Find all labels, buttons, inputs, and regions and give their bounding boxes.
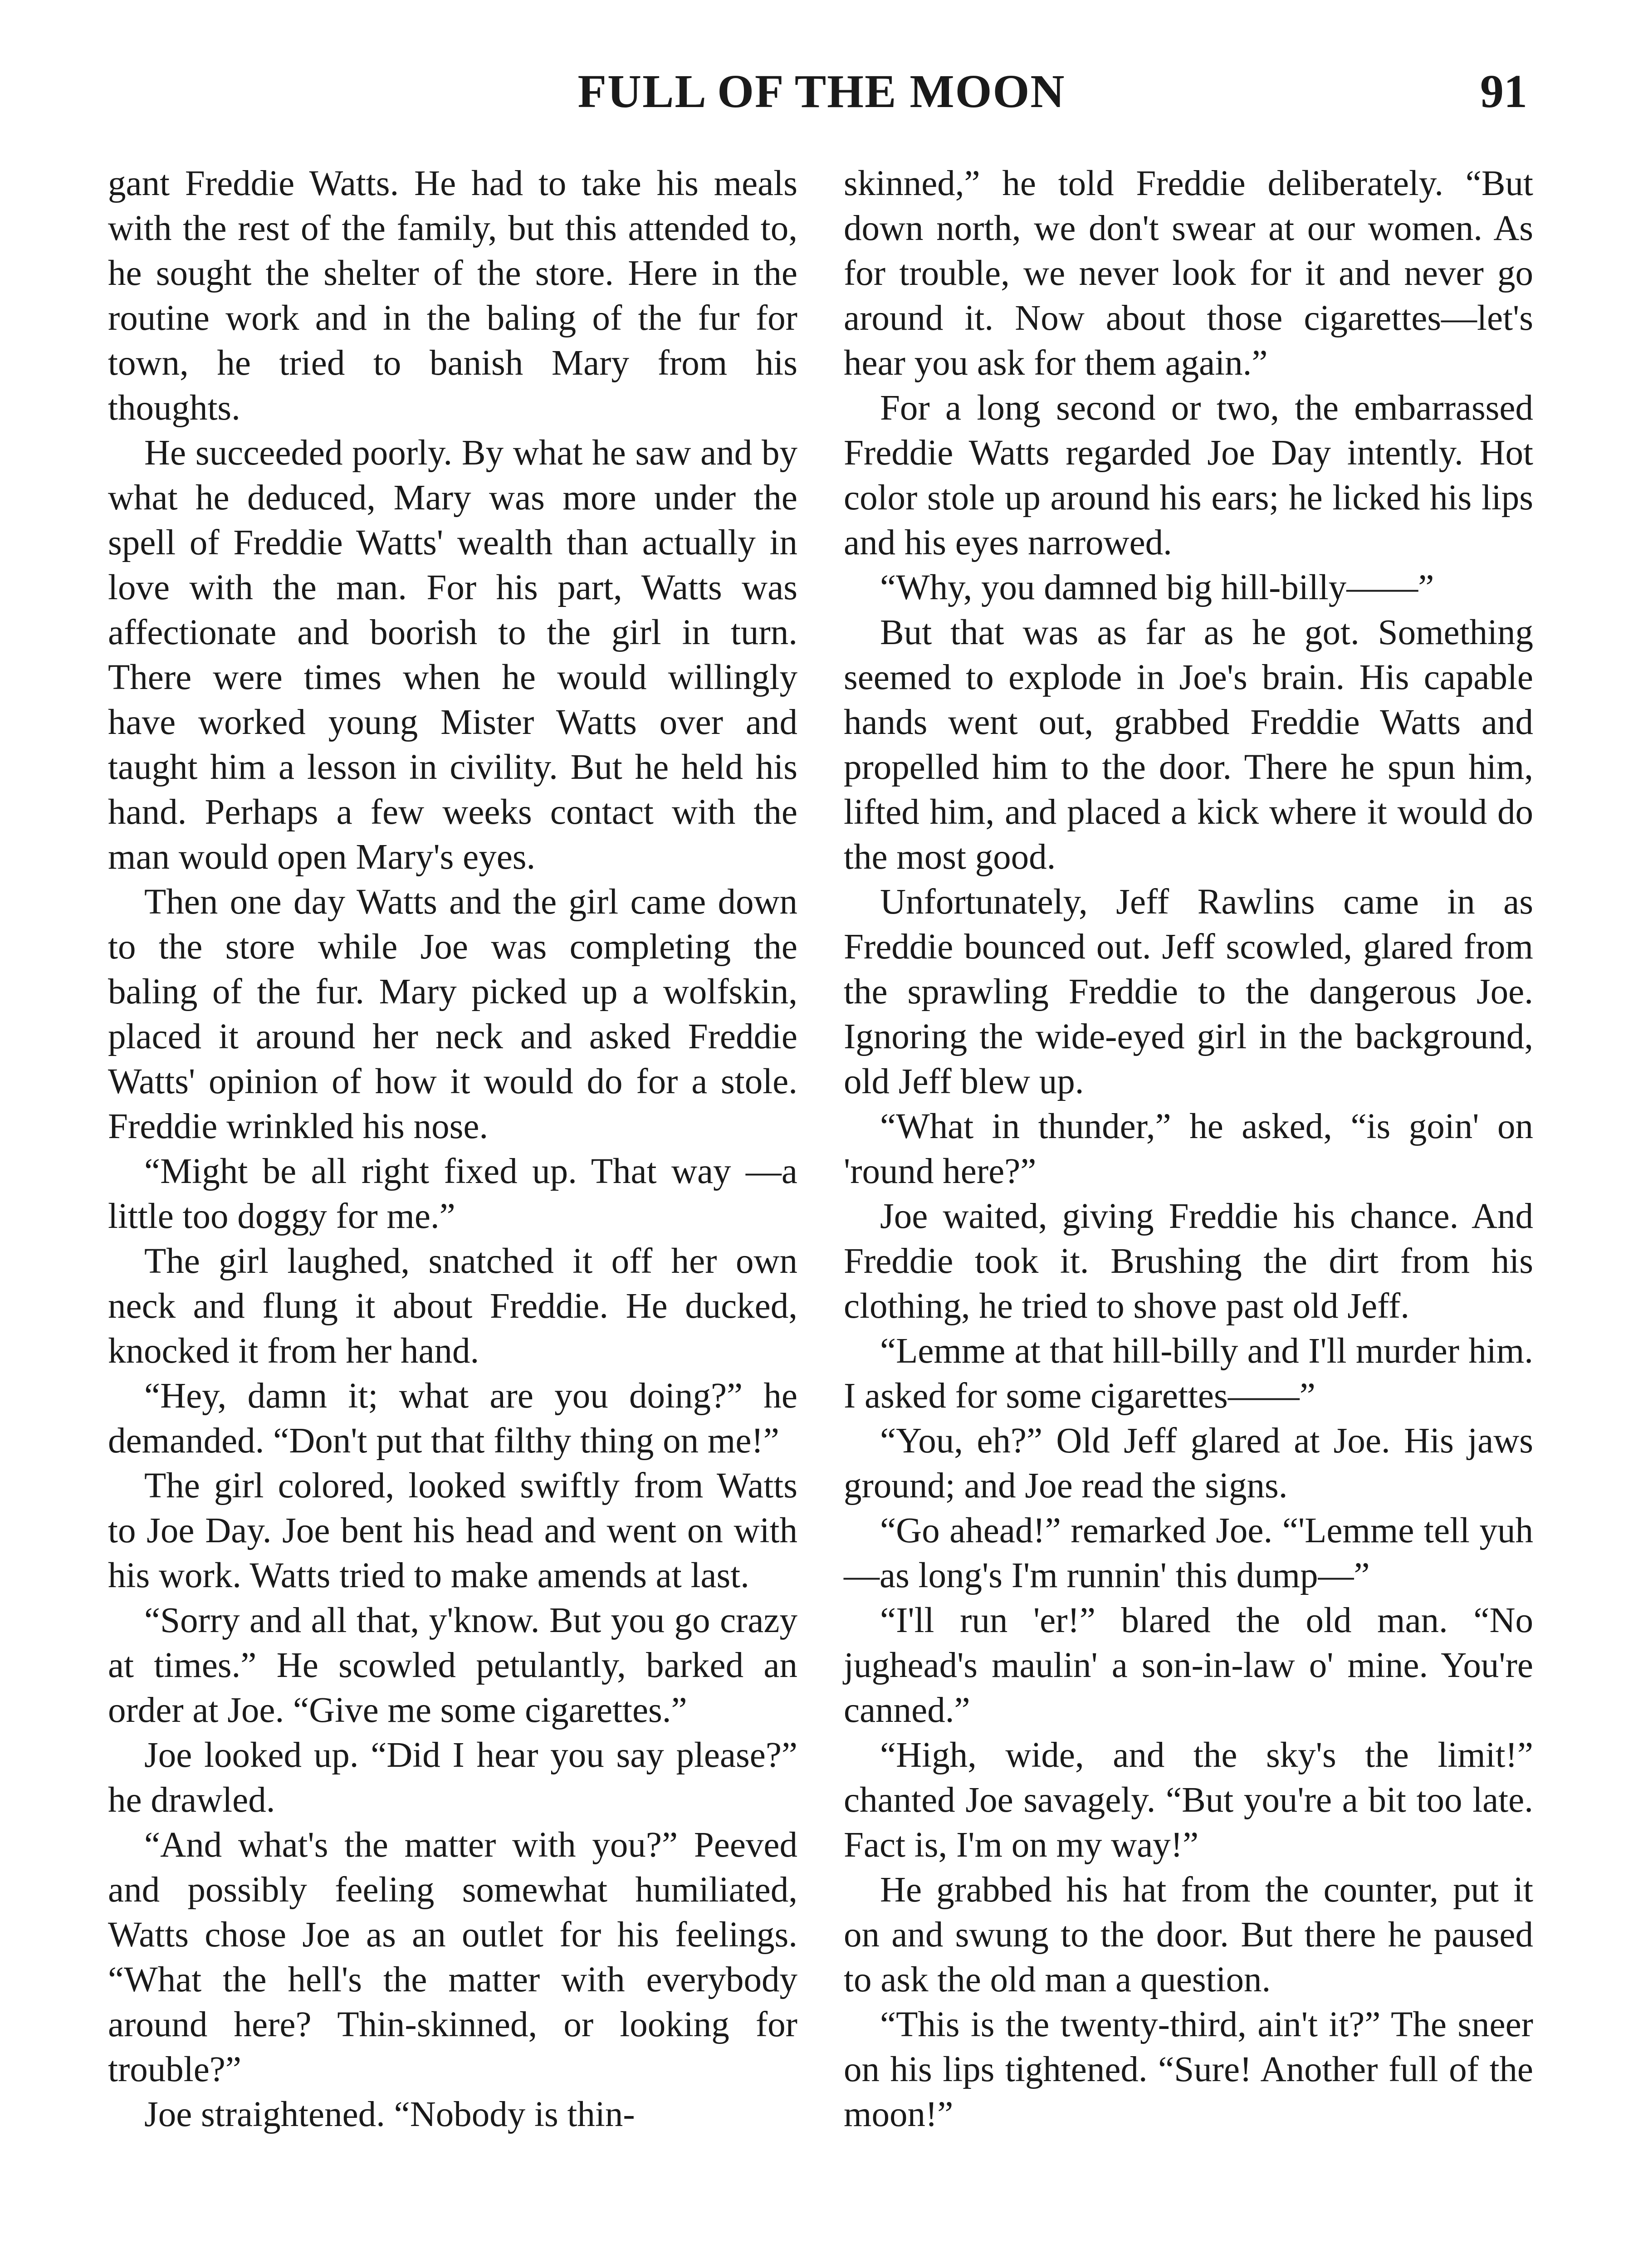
paragraph: “Sorry and all that, y'know. But you go crazy at times.” He scowled petulantly, barked an order at Joe. “Give me some cigarettes.” <box>108 1601 797 1730</box>
paragraph: But that was as far as he got. Something seemed to explode in Joe's brain. His capable hands went out, grabbed Freddie Watts and propelled him to the door. There he spun him, lifted him, and placed a kick where it would do the most good. <box>844 613 1533 877</box>
paragraph: He grabbed his hat from the counter, put it on and swung to the door. But there he paused to ask the old man a question. <box>844 1870 1533 1999</box>
paragraph: “Hey, damn it; what are you doing?” he demanded. “Don't put that filthy thing on me!” <box>108 1376 797 1461</box>
page-number: 91 <box>1480 65 1527 117</box>
paragraph: The girl laughed, snatched it off her own neck and flung it about Freddie. He ducked, knocked it from her hand. <box>108 1242 797 1371</box>
paragraph: “High, wide, and the sky's the limit!” chanted Joe savagely. “But you're a bit too late. Fact is, I'm on my way!” <box>844 1735 1533 1865</box>
paragraph: “You, eh?” Old Jeff glared at Joe. His jaws ground; and Joe read the signs. <box>844 1421 1533 1505</box>
paragraph: Then one day Watts and the girl came down to the store while Joe was completing the baling of the fur. Mary picked up a wolfskin, placed it around her neck and asked Freddie Watts' opinion of how it would do for a stole. Freddie wrinkled his nose. <box>108 882 797 1146</box>
paragraph: “And what's the matter with you?” Peeved and possibly feeling somewhat humiliated, Watts chose Joe as an outlet for his feelings. “What the hell's the matter with everybody around here? Thin-skinned, or looking for trouble?” <box>108 1825 797 2089</box>
paragraph: Joe straightened. “Nobody is thin- <box>144 2095 635 2134</box>
paragraph: Unfortunately, Jeff Rawlins came in as Freddie bounced out. Jeff scowled, glared from the sprawling Freddie to the dangerous Joe. Ignoring the wide-eyed girl in the background, old Jeff blew up. <box>844 882 1533 1101</box>
text-column-left <box>108 161 797 2137</box>
paragraph: gant Freddie Watts. He had to take his meals with the rest of the family, but this attended to, he sought the shelter of the store. Here in the routine work and in the baling of the fur for town, he tried to banish Mary from his thoughts. <box>108 164 797 428</box>
page-title: FULL OF THE MOON <box>577 65 1066 117</box>
paragraph: He succeeded poorly. By what he saw and by what he deduced, Mary was more under the spell of Freddie Watts' wealth than actually in love with the man. For his part, Watts was affectionate and boorish to the girl in turn. There were times when he would willingly have worked young Mister Watts over and taught him a lesson in civility. But he held his hand. Perhaps a few weeks contact with the man would open Mary's eyes. <box>108 433 797 877</box>
paragraph: “Why, you damned big hill-billy——” <box>880 568 1434 607</box>
paragraph: Joe waited, giving Freddie his chance. And Freddie took it. Brushing the dirt from his clothing, he tried to shove past old Jeff. <box>844 1197 1533 1326</box>
paragraph: “This is the twenty-third, ain't it?” The sneer on his lips tightened. “Sure! Another full of the moon!” <box>844 2005 1533 2134</box>
paragraph: “Lemme at that hill-billy and I'll murder him. I asked for some cigarettes——” <box>844 1331 1533 1416</box>
paragraph: “Might be all right fixed up. That way —a little too doggy for me.” <box>108 1152 797 1236</box>
paragraph: Joe looked up. “Did I hear you say please?” he drawled. <box>108 1735 797 1820</box>
paragraph: skinned,” he told Freddie deliberately. “But down north, we don't swear at our women. As for trouble, we never look for it and never go around it. Now about those cigarettes—let's hear you ask for them again.” <box>844 164 1533 383</box>
text-column-right <box>844 161 1533 2137</box>
paragraph: For a long second or two, the embarrassed Freddie Watts regarded Joe Day intently. Hot color stole up around his ears; he licked his lips and his eyes narrowed. <box>844 388 1533 562</box>
paragraph: “I'll run 'er!” blared the old man. “No jughead's maulin' a son-in-law o' mine. You're canned.” <box>844 1601 1533 1730</box>
paragraph: The girl colored, looked swiftly from Watts to Joe Day. Joe bent his head and went on with his work. Watts tried to make amends at last. <box>108 1466 797 1595</box>
paragraph: “What in thunder,” he asked, “is goin' on 'round here?” <box>844 1107 1533 1191</box>
paragraph: “Go ahead!” remarked Joe. “'Lemme tell yuh—as long's I'm runnin' this dump—” <box>844 1511 1533 1595</box>
